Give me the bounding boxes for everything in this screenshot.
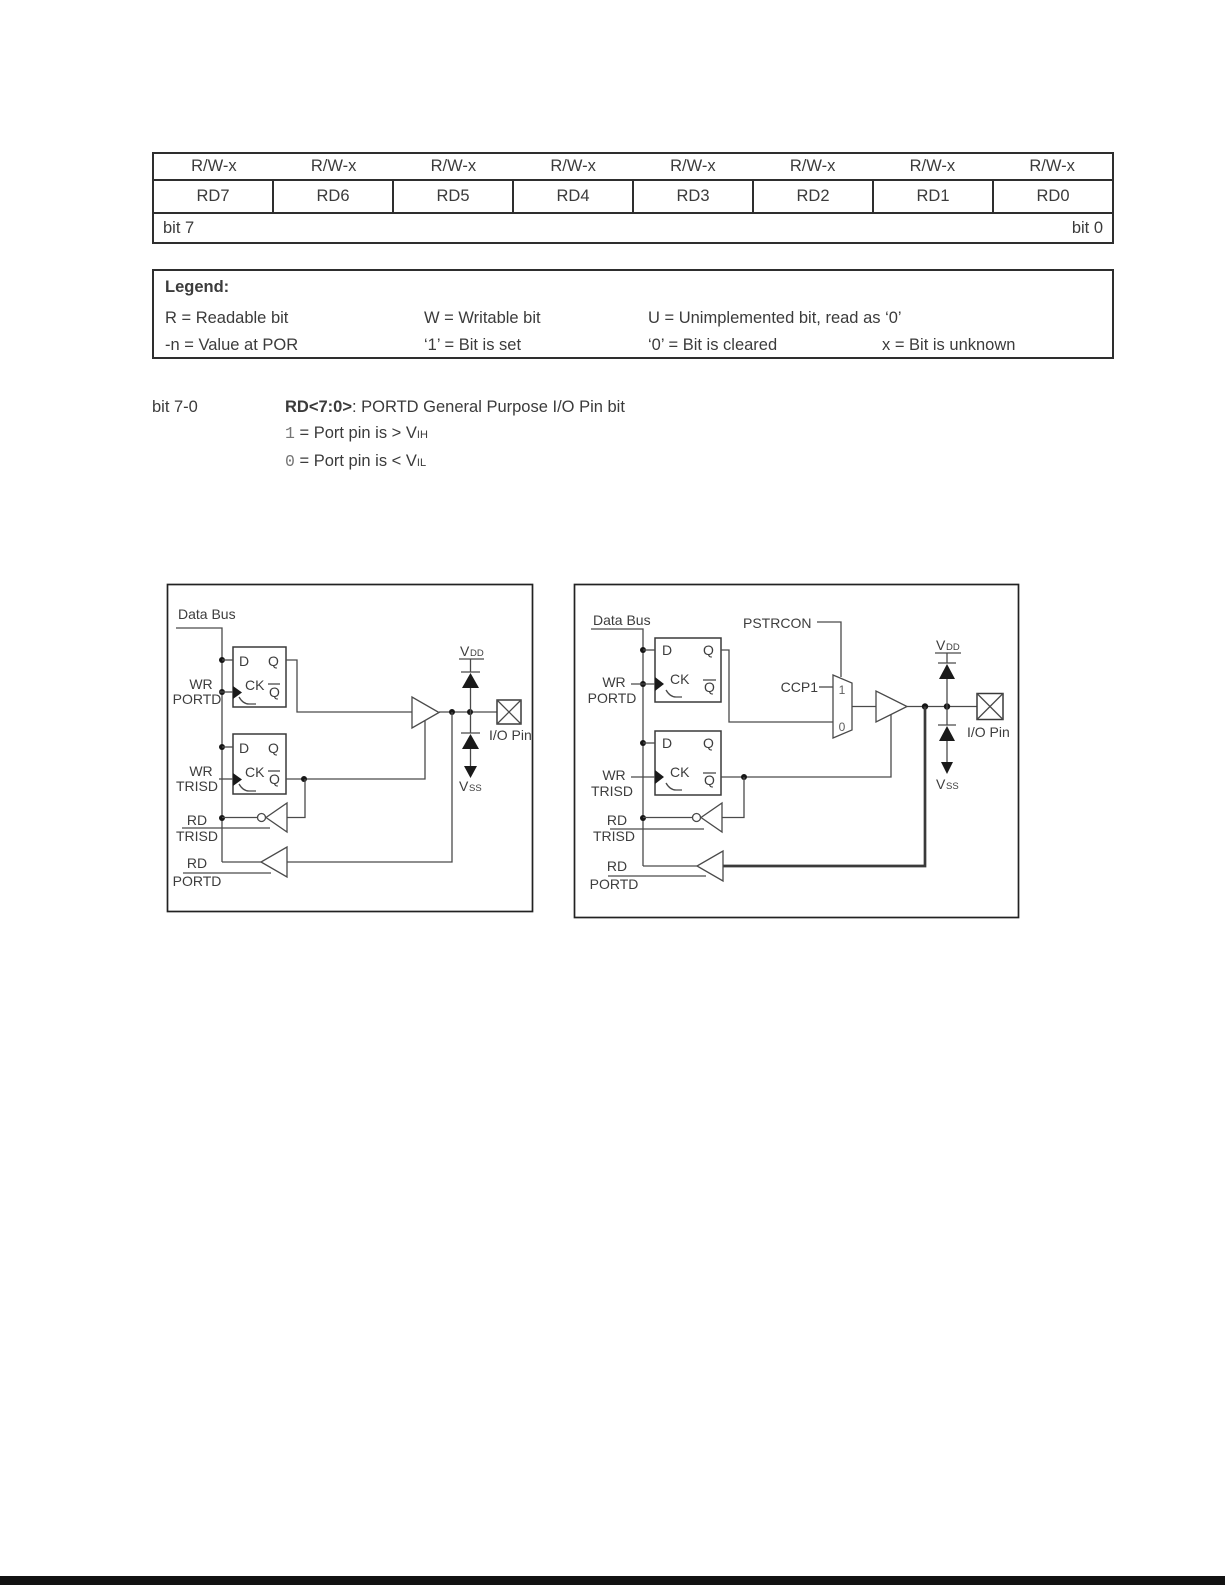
legend-box xyxy=(152,269,1114,359)
register-bitname-row xyxy=(154,181,1112,214)
svg-text:DD: DD xyxy=(470,648,484,659)
access-cell: R/W-x xyxy=(550,157,596,175)
svg-text:RD: RD xyxy=(606,858,628,874)
svg-text:SS: SS xyxy=(946,781,959,792)
protection-diodes xyxy=(459,643,484,794)
bitname-cell: RD3 xyxy=(634,181,754,212)
svg-text:PORTD: PORTD xyxy=(172,691,222,707)
svg-text:D: D xyxy=(662,735,673,751)
svg-text:V: V xyxy=(936,776,946,792)
access-cell: R/W-x xyxy=(909,157,956,175)
legend-readable: R = Readable bit xyxy=(165,309,289,327)
svg-text:WR: WR xyxy=(189,676,213,692)
svg-text:I/O Pin: I/O Pin xyxy=(967,724,1010,740)
bit7-label: bit 7 xyxy=(163,218,195,237)
page-bottom-rule xyxy=(0,1576,1225,1585)
svg-text:Data Bus: Data Bus xyxy=(593,612,651,628)
svg-text:WR: WR xyxy=(189,763,213,779)
wr-trisd-label xyxy=(176,763,218,794)
svg-text:CCP1: CCP1 xyxy=(780,679,818,695)
io-pin-box xyxy=(489,700,532,743)
svg-text:TRISD: TRISD xyxy=(176,828,218,844)
svg-text:RD: RD xyxy=(606,812,628,828)
access-cell: R/W-x xyxy=(670,157,716,175)
bitname-cell: RD4 xyxy=(514,181,634,212)
svg-text:CK: CK xyxy=(245,677,265,693)
svg-text:Q: Q xyxy=(268,653,279,669)
svg-text:Q: Q xyxy=(269,684,280,700)
svg-text:Q: Q xyxy=(704,679,715,695)
svg-text:Q: Q xyxy=(703,735,714,751)
legend-set: ‘1’ = Bit is set xyxy=(424,336,522,354)
svg-text:TRISD: TRISD xyxy=(591,783,633,799)
svg-text:TRISD: TRISD xyxy=(176,778,218,794)
register-table xyxy=(152,152,1114,244)
svg-text:DD: DD xyxy=(946,642,960,653)
access-cell: R/W-x xyxy=(310,157,357,175)
svg-text:I/O Pin: I/O Pin xyxy=(489,727,532,743)
access-cell: R/W-x xyxy=(1029,157,1075,175)
ccp1-input xyxy=(781,679,833,695)
legend-title: Legend: xyxy=(165,278,230,296)
output-driver-buffer xyxy=(286,660,497,862)
legend-por: -n = Value at POR xyxy=(165,336,299,354)
register-bitnumber-row xyxy=(154,214,1112,242)
pstrcon-input xyxy=(743,615,841,677)
svg-text:D: D xyxy=(662,642,673,658)
bit-description-lines xyxy=(285,398,985,480)
bitname-cell: RD0 xyxy=(1036,187,1070,205)
bit0-label: bit 0 xyxy=(1071,218,1103,237)
svg-text:Q: Q xyxy=(704,772,715,788)
access-cell: R/W-x xyxy=(430,157,477,175)
svg-text:Data Bus: Data Bus xyxy=(178,606,236,622)
wr-portd-label xyxy=(173,676,222,707)
portd-io-block-diagram xyxy=(166,583,534,914)
svg-text:D: D xyxy=(239,740,250,756)
svg-text:CK: CK xyxy=(245,764,265,780)
register-access-row xyxy=(154,154,1112,181)
legend-unknown: x = Bit is unknown xyxy=(882,336,1016,354)
svg-text:PORTD: PORTD xyxy=(587,690,637,706)
legend-writable: W = Writable bit xyxy=(424,309,541,327)
protection-diodes xyxy=(935,637,961,792)
wr-portd-label xyxy=(588,674,637,706)
svg-text:PORTD: PORTD xyxy=(172,873,222,889)
svg-text:0: 0 xyxy=(838,720,846,734)
access-cell: R/W-x xyxy=(191,157,237,175)
svg-text:RD: RD xyxy=(186,812,208,828)
svg-text:CK: CK xyxy=(670,671,690,687)
bitname-cell: RD6 xyxy=(274,181,394,212)
svg-text:CK: CK xyxy=(670,764,690,780)
portd-ccp-io-block-diagram xyxy=(573,583,1020,921)
svg-text:Q: Q xyxy=(703,642,714,658)
bitname-cell: RD1 xyxy=(874,181,994,212)
svg-text:RD: RD xyxy=(186,855,208,871)
svg-text:TRISD: TRISD xyxy=(593,828,635,844)
svg-text:Q: Q xyxy=(269,771,280,787)
bit-range-label: bit 7-0 xyxy=(152,398,198,416)
legend-cleared: ‘0’ = Bit is cleared xyxy=(648,336,778,354)
svg-text:1: 1 xyxy=(838,683,846,697)
data-latch-portd xyxy=(219,647,286,707)
svg-text:PORTD: PORTD xyxy=(589,876,639,892)
access-cell: R/W-x xyxy=(789,157,836,175)
bit-value1-line: 1 = Port pin is > VIH xyxy=(285,424,428,443)
svg-text:V: V xyxy=(936,637,946,653)
tris-latch-trisd xyxy=(219,734,286,794)
svg-text:V: V xyxy=(459,778,469,794)
svg-text:V: V xyxy=(460,643,470,659)
svg-text:WR: WR xyxy=(602,674,626,690)
svg-text:Q: Q xyxy=(268,740,279,756)
bit-name-line: RD<7:0>: PORTD General Purpose I/O Pin bit xyxy=(285,398,625,416)
rd-portd-buffer xyxy=(590,851,723,892)
svg-text:D: D xyxy=(239,653,250,669)
rd-portd-buffer xyxy=(173,847,287,889)
svg-text:PSTRCON: PSTRCON xyxy=(743,615,812,631)
wr-trisd-label xyxy=(591,767,633,799)
svg-text:SS: SS xyxy=(469,783,482,794)
legend-unimplemented: U = Unimplemented bit, read as ‘0’ xyxy=(648,309,902,327)
io-pin-box xyxy=(967,694,1010,741)
bitname-cell: RD5 xyxy=(394,181,514,212)
svg-text:WR: WR xyxy=(602,767,626,783)
bitname-cell: RD2 xyxy=(754,181,874,212)
bit-value0-line: 0 = Port pin is < VIL xyxy=(285,452,427,471)
bitname-cell: RD7 xyxy=(154,181,274,212)
